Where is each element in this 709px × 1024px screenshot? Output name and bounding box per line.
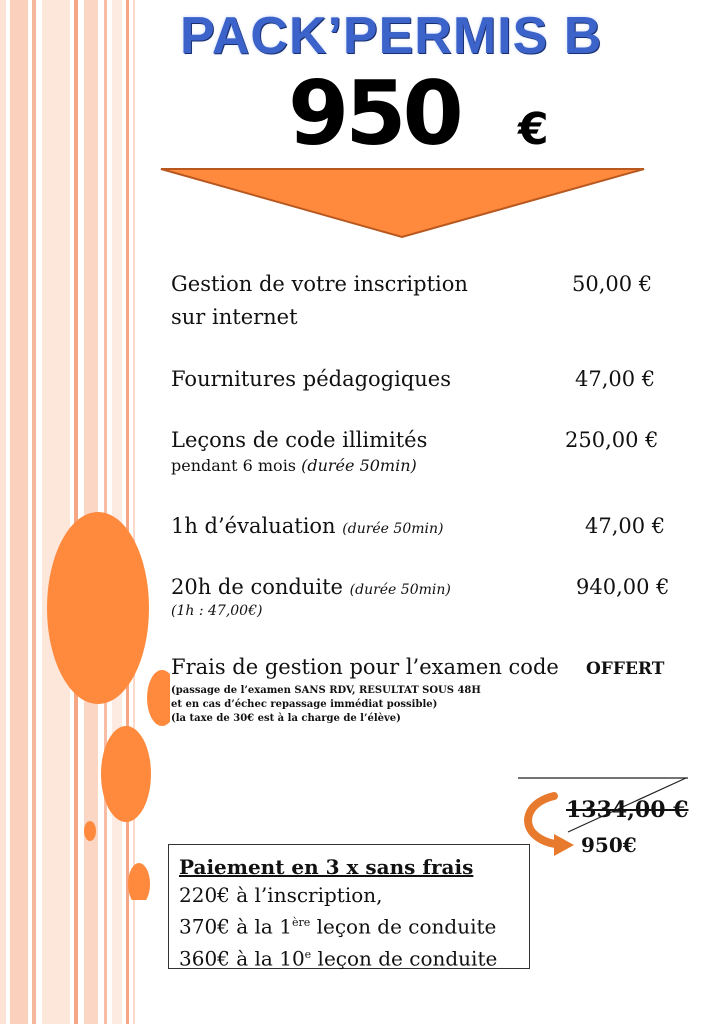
payment-line-1: 220€ à l’inscription, — [179, 883, 383, 907]
total-new-price: 950€ — [581, 833, 637, 857]
item-inscription-label-2: sur internet — [171, 305, 298, 329]
payment-line-2: 370€ à la 1ère leçon de conduite — [179, 914, 497, 939]
item-frais-note-2: et en cas d’échec repassage immédiat possible) — [171, 699, 438, 710]
item-inscription-label: Gestion de votre inscription — [171, 272, 468, 296]
item-code-label: Leçons de code illimités — [171, 428, 428, 452]
item-fournitures-label: Fournitures pédagogiques — [171, 367, 452, 391]
payment-heading: Paiement en 3 x sans frais — [179, 855, 474, 879]
item-frais-note-3: (la taxe de 30€ est à la charge de l’élève) — [171, 713, 401, 724]
item-fournitures-amount: 47,00 € — [575, 367, 656, 391]
page-title: PACK’PERMIS B — [180, 7, 603, 65]
item-frais-note-1: (passage de l’examen SANS RDV, RESULTAT SOUS 48H — [171, 685, 481, 696]
total-old-price: 1334,00 € — [566, 797, 689, 823]
down-arrow-icon — [158, 166, 648, 242]
payment-box — [168, 844, 530, 969]
pack-price: 950 — [288, 62, 460, 165]
item-evaluation-amount: 47,00 € — [585, 514, 666, 538]
item-code-sub: pendant 6 mois (durée 50min) — [171, 456, 417, 475]
item-conduite-rate: (1h : 47,00€) — [171, 603, 263, 619]
item-frais-amount: OFFERT — [586, 659, 665, 679]
item-evaluation-label: 1h d’évaluation (durée 50min) — [171, 514, 444, 538]
item-frais-label: Frais de gestion pour l’examen code — [171, 655, 559, 679]
item-code-amount: 250,00 € — [565, 428, 659, 452]
payment-line-3: 360€ à la 10e leçon de conduite — [179, 946, 498, 971]
item-conduite-label: 20h de conduite (durée 50min) — [171, 575, 451, 599]
pack-price-currency: € — [518, 104, 549, 155]
item-conduite-amount: 940,00 € — [576, 575, 670, 599]
decorative-circles — [0, 500, 170, 900]
item-inscription-amount: 50,00 € — [572, 272, 653, 296]
